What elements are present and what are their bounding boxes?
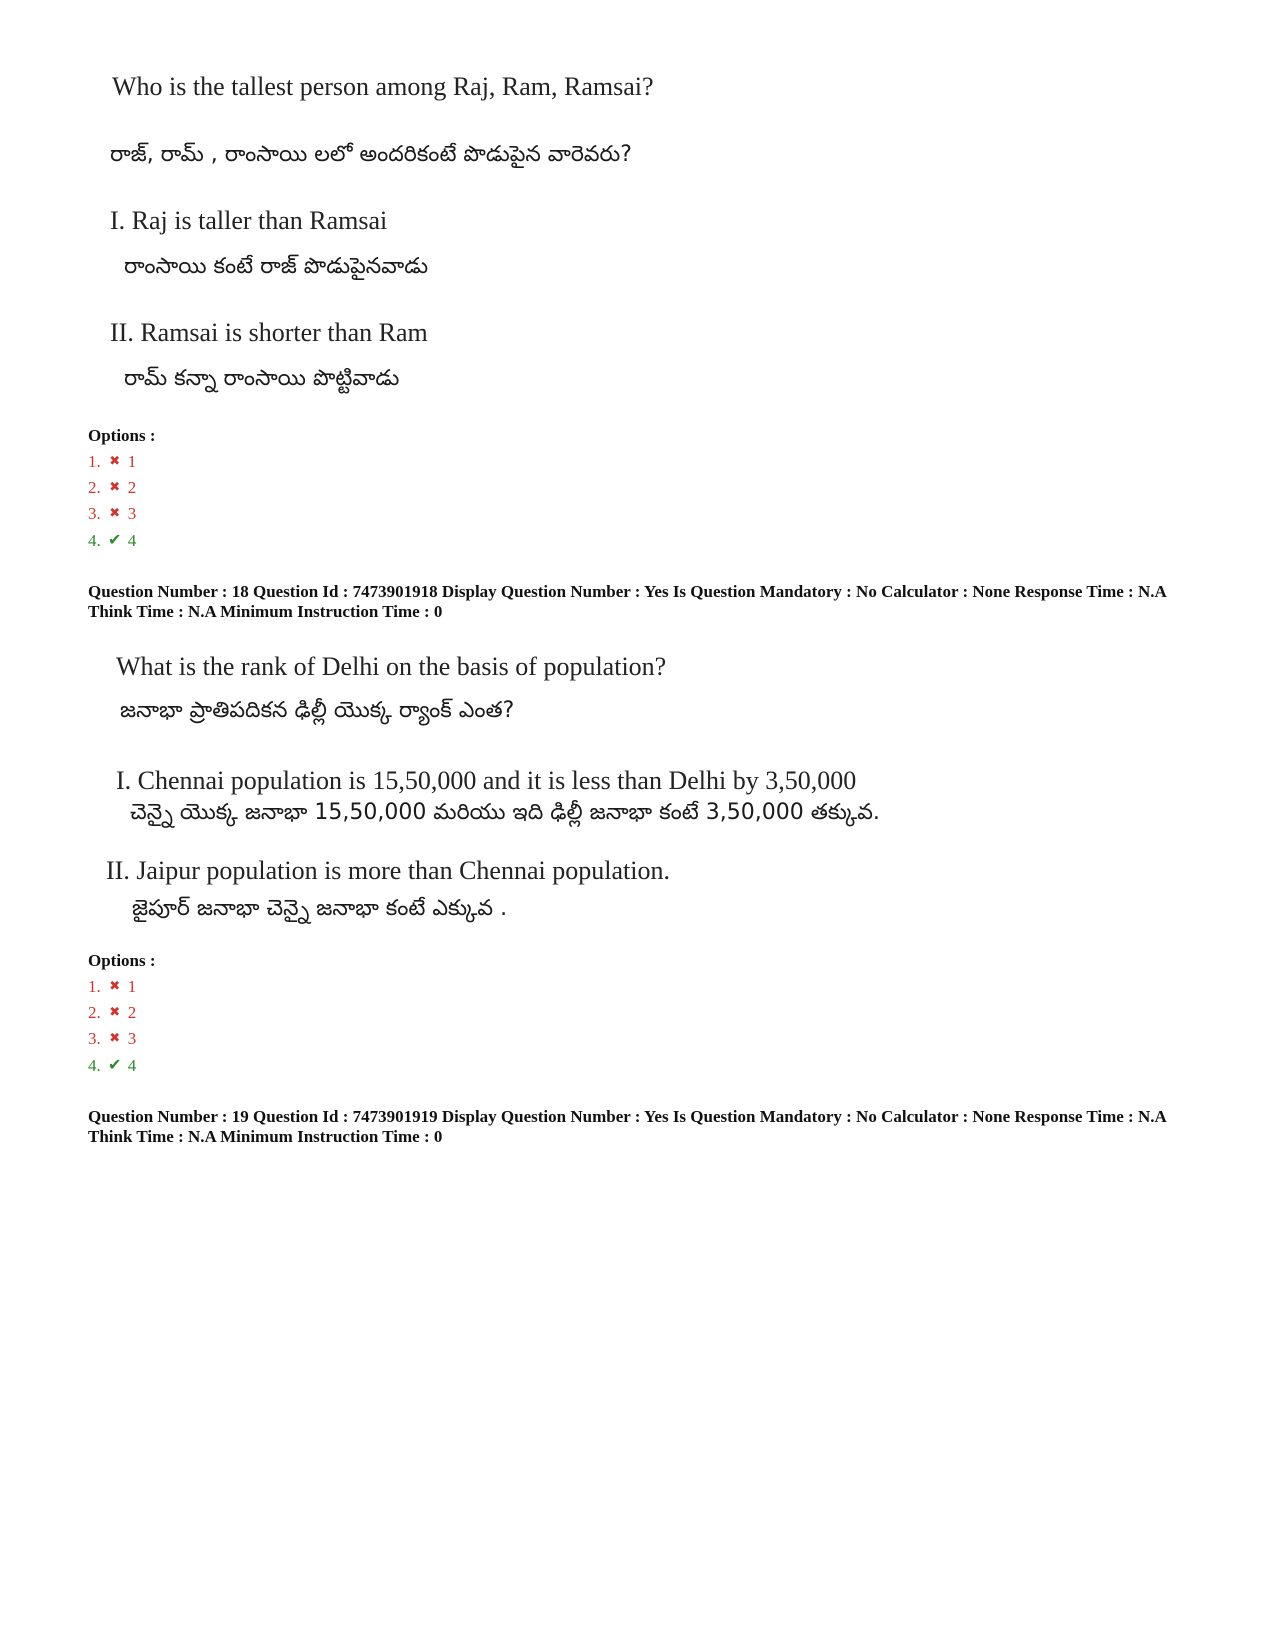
q17-option-1[interactable] (88, 452, 136, 472)
option-number: 2. (88, 1003, 101, 1022)
q18-option-1[interactable] (88, 977, 136, 997)
option-number: 4. (88, 531, 101, 550)
q18-statement2-te: జైపూర్ జనాభా చెన్నై జనాభా కంటే ఎక్కువ . (132, 896, 508, 921)
q18-statement1-en: I. Chennai population is 15,50,000 and it is less than Delhi by 3,50,000 (116, 766, 857, 795)
q18-question-te: జనాభా ప్రాతిపదికన ఢిల్లీ యొక్క ర్యాంక్ ఎంత? (120, 698, 515, 723)
q18-options-label: Options : (88, 951, 156, 970)
option-number: 4. (88, 1056, 101, 1075)
cross-icon: ✖ (109, 1031, 121, 1046)
q17-options-label: Options : (88, 426, 156, 445)
option-number: 3. (88, 504, 101, 523)
cross-icon: ✖ (109, 1005, 121, 1020)
q17-statement2-te: రామ్ కన్నా రాంసాయి పొట్టివాడు (124, 366, 400, 391)
option-value: 4 (127, 1056, 137, 1075)
q18-option-3[interactable] (88, 1029, 136, 1049)
option-value: 1 (127, 977, 137, 996)
q17-statement1-en: I. Raj is taller than Ramsai (110, 206, 388, 235)
option-value: 3 (127, 504, 137, 523)
q17-question-te: రాజ్, రామ్ , రాంసాయి లలో అందరికంటే పొడుపైన వారెవరు? (110, 142, 632, 167)
option-number: 1. (88, 452, 101, 471)
q17-statement2-en: II. Ramsai is shorter than Ram (110, 318, 428, 347)
option-value: 4 (127, 531, 137, 550)
option-value: 3 (127, 1029, 137, 1048)
option-number: 2. (88, 478, 101, 497)
q18-statement1-te: చెన్నై యొక్క జనాభా 15,50,000 మరియు ఇది ఢిల్లీ జనాభా కంటే 3,50,000 తక్కువ. (130, 800, 880, 825)
cross-icon: ✖ (109, 454, 121, 469)
option-number: 1. (88, 977, 101, 996)
cross-icon: ✖ (109, 480, 121, 495)
q18-meta: Question Number : 18 Question Id : 7473901918 Display Question Number : Yes Is Question Mandatory : No Calculator : None Response Time : N.A Think Time : N.A Minimum Instruction Time : 0 (88, 582, 1166, 621)
check-icon: ✔ (108, 1055, 122, 1074)
q18-question-en: What is the rank of Delhi on the basis of population? (116, 652, 667, 681)
cross-icon: ✖ (109, 979, 121, 994)
q17-question-en: Who is the tallest person among Raj, Ram, Ramsai? (112, 72, 654, 101)
option-value: 2 (127, 478, 137, 497)
option-number: 3. (88, 1029, 101, 1048)
q17-option-3[interactable] (88, 504, 136, 524)
q17-option-4[interactable] (88, 530, 136, 551)
check-icon: ✔ (108, 530, 122, 549)
option-value: 1 (127, 452, 137, 471)
q17-statement1-te: రాంసాయి కంటే రాజ్ పొడుపైనవాడు (124, 254, 429, 279)
q18-option-4[interactable] (88, 1055, 136, 1076)
q19-meta: Question Number : 19 Question Id : 7473901919 Display Question Number : Yes Is Question Mandatory : No Calculator : None Response Time : N.A Think Time : N.A Minimum Instruction Time : 0 (88, 1107, 1166, 1146)
option-value: 2 (127, 1003, 137, 1022)
cross-icon: ✖ (109, 506, 121, 521)
q17-option-2[interactable] (88, 478, 136, 498)
q18-option-2[interactable] (88, 1003, 136, 1023)
q18-statement2-en: II. Jaipur population is more than Chennai population. (106, 856, 670, 885)
